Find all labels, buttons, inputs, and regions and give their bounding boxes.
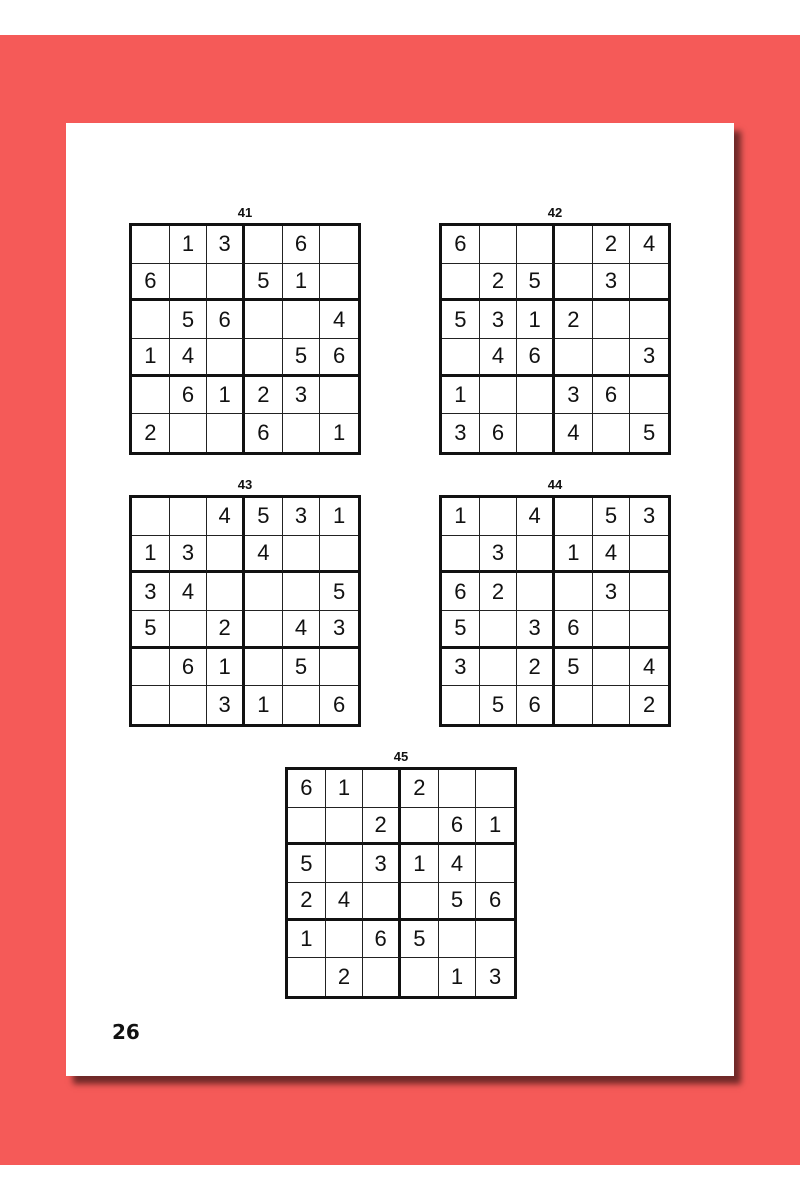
empty-cell[interactable]	[401, 883, 439, 921]
empty-cell[interactable]	[480, 611, 518, 649]
given-digit-cell: 1	[326, 770, 364, 808]
empty-cell[interactable]	[245, 339, 283, 377]
given-digit-cell: 6	[333, 692, 346, 718]
given-digit-cell: 4	[326, 883, 364, 921]
given-digit-cell: 3	[170, 536, 208, 574]
given-digit-cell: 4	[517, 498, 555, 536]
puzzle-number: 44	[547, 477, 563, 492]
given-digit-cell: 6	[207, 301, 245, 339]
empty-cell[interactable]	[207, 414, 245, 452]
given-digit-cell: 5	[401, 921, 439, 959]
given-digit-cell: 1	[442, 498, 480, 536]
given-digit-cell: 3	[593, 573, 631, 611]
empty-cell[interactable]	[245, 226, 283, 264]
given-digit-cell: 1	[476, 808, 514, 846]
given-digit-cell: 6	[442, 226, 480, 264]
given-digit-cell: 3	[320, 611, 358, 649]
sudoku-grid	[285, 767, 517, 999]
given-digit-cell: 3	[442, 414, 480, 452]
empty-cell[interactable]	[283, 686, 321, 724]
empty-cell[interactable]	[442, 686, 480, 724]
given-digit-cell: 1	[439, 958, 477, 996]
given-digit-cell: 1	[401, 845, 439, 883]
given-digit-cell: 3	[517, 611, 555, 649]
given-digit-cell: 5	[245, 498, 283, 536]
empty-cell[interactable]	[170, 414, 208, 452]
empty-cell[interactable]	[132, 226, 170, 264]
given-digit-cell: 3	[489, 964, 502, 990]
empty-cell[interactable]	[245, 649, 283, 687]
empty-cell[interactable]	[555, 573, 593, 611]
given-digit-cell: 4	[593, 536, 631, 574]
empty-cell[interactable]	[245, 301, 283, 339]
given-digit-cell: 2	[517, 649, 555, 687]
empty-cell[interactable]	[630, 536, 668, 574]
empty-cell[interactable]	[593, 686, 631, 724]
given-digit-cell: 4	[320, 301, 358, 339]
given-digit-cell: 5	[480, 686, 518, 724]
empty-cell[interactable]	[517, 414, 555, 452]
given-digit-cell: 2	[643, 692, 656, 718]
empty-cell[interactable]	[132, 649, 170, 687]
given-digit-cell: 5	[442, 611, 480, 649]
empty-cell[interactable]	[630, 301, 668, 339]
empty-cell[interactable]	[132, 301, 170, 339]
sudoku-puzzle	[129, 475, 361, 727]
given-digit-cell: 4	[207, 498, 245, 536]
empty-cell[interactable]	[442, 264, 480, 302]
empty-cell[interactable]	[170, 264, 208, 302]
empty-cell[interactable]	[170, 686, 208, 724]
given-digit-cell: 4	[170, 573, 208, 611]
empty-cell[interactable]	[245, 573, 283, 611]
given-digit-cell: 5	[320, 573, 358, 611]
given-digit-cell: 6	[480, 414, 518, 452]
empty-cell[interactable]	[288, 958, 326, 996]
given-digit-cell: 2	[555, 301, 593, 339]
given-digit-cell: 3	[207, 686, 245, 724]
empty-cell[interactable]	[480, 649, 518, 687]
given-digit-cell: 5	[283, 649, 321, 687]
empty-cell[interactable]	[401, 958, 439, 996]
empty-cell[interactable]	[480, 377, 518, 415]
given-digit-cell: 5	[288, 845, 326, 883]
given-digit-cell: 3	[630, 339, 668, 377]
empty-cell[interactable]	[326, 845, 364, 883]
given-digit-cell: 6	[442, 573, 480, 611]
given-digit-cell: 3	[207, 226, 245, 264]
given-digit-cell: 6	[517, 339, 555, 377]
sudoku-grid	[129, 495, 361, 727]
sudoku-grid	[129, 223, 361, 455]
given-digit-cell: 1	[207, 649, 245, 687]
empty-cell[interactable]	[476, 845, 514, 883]
empty-cell[interactable]	[555, 226, 593, 264]
empty-cell[interactable]	[630, 377, 668, 415]
empty-cell[interactable]	[630, 573, 668, 611]
given-digit-cell: 1	[132, 536, 170, 574]
empty-cell[interactable]	[320, 377, 358, 415]
given-digit-cell: 4	[283, 611, 321, 649]
given-digit-cell: 6	[245, 414, 283, 452]
empty-cell[interactable]	[555, 339, 593, 377]
empty-cell[interactable]	[283, 573, 321, 611]
given-digit-cell: 3	[593, 264, 631, 302]
given-digit-cell: 5	[439, 883, 477, 921]
empty-cell[interactable]	[593, 339, 631, 377]
empty-cell[interactable]	[517, 573, 555, 611]
sudoku-grid	[439, 223, 671, 455]
empty-cell[interactable]	[555, 264, 593, 302]
empty-cell[interactable]	[593, 414, 631, 452]
given-digit-cell: 5	[283, 339, 321, 377]
empty-cell[interactable]	[320, 226, 358, 264]
puzzle-book-page	[66, 123, 734, 1076]
puzzle-number: 41	[237, 205, 253, 220]
given-digit-cell: 6	[170, 649, 208, 687]
given-digit-cell: 6	[288, 770, 326, 808]
given-digit-cell: 3	[132, 573, 170, 611]
given-digit-cell: 6	[363, 921, 401, 959]
empty-cell[interactable]	[170, 611, 208, 649]
given-digit-cell: 1	[442, 377, 480, 415]
empty-cell[interactable]	[517, 226, 555, 264]
empty-cell[interactable]	[170, 498, 208, 536]
given-digit-cell: 6	[283, 226, 321, 264]
given-digit-cell: 5	[555, 649, 593, 687]
given-digit-cell: 2	[401, 770, 439, 808]
puzzle-number: 43	[237, 477, 253, 492]
empty-cell[interactable]	[363, 958, 401, 996]
given-digit-cell: 4	[245, 536, 283, 574]
empty-cell[interactable]	[320, 536, 358, 574]
empty-cell[interactable]	[555, 498, 593, 536]
empty-cell[interactable]	[326, 921, 364, 959]
given-digit-cell: 3	[630, 498, 668, 536]
empty-cell[interactable]	[517, 377, 555, 415]
given-digit-cell: 6	[132, 264, 170, 302]
empty-cell[interactable]	[630, 264, 668, 302]
given-digit-cell: 6	[476, 883, 514, 921]
empty-cell[interactable]	[476, 770, 514, 808]
given-digit-cell: 1	[170, 226, 208, 264]
given-digit-cell: 2	[288, 883, 326, 921]
empty-cell[interactable]	[363, 883, 401, 921]
empty-cell[interactable]	[283, 414, 321, 452]
given-digit-cell: 1	[207, 377, 245, 415]
given-digit-cell: 2	[132, 414, 170, 452]
given-digit-cell: 3	[442, 649, 480, 687]
given-digit-cell: 1	[283, 264, 321, 302]
given-digit-cell: 4	[480, 339, 518, 377]
given-digit-cell: 3	[283, 498, 321, 536]
empty-cell[interactable]	[517, 536, 555, 574]
empty-cell[interactable]	[439, 770, 477, 808]
given-digit-cell: 6	[555, 611, 593, 649]
given-digit-cell: 4	[170, 339, 208, 377]
empty-cell[interactable]	[283, 301, 321, 339]
empty-cell[interactable]	[439, 921, 477, 959]
empty-cell[interactable]	[132, 498, 170, 536]
given-digit-cell: 3	[283, 377, 321, 415]
given-digit-cell: 2	[480, 573, 518, 611]
empty-cell[interactable]	[630, 611, 668, 649]
sudoku-puzzle	[285, 747, 517, 999]
given-digit-cell: 1	[132, 339, 170, 377]
sudoku-puzzle	[439, 203, 671, 455]
empty-cell[interactable]	[207, 536, 245, 574]
empty-cell[interactable]	[132, 686, 170, 724]
empty-cell[interactable]	[326, 808, 364, 846]
given-digit-cell: 4	[555, 414, 593, 452]
empty-cell[interactable]	[401, 808, 439, 846]
given-digit-cell: 3	[480, 301, 518, 339]
given-digit-cell: 1	[333, 420, 346, 446]
empty-cell[interactable]	[480, 498, 518, 536]
given-digit-cell: 2	[593, 226, 631, 264]
empty-cell[interactable]	[593, 611, 631, 649]
empty-cell[interactable]	[320, 264, 358, 302]
given-digit-cell: 2	[245, 377, 283, 415]
empty-cell[interactable]	[480, 226, 518, 264]
given-digit-cell: 5	[643, 420, 656, 446]
given-digit-cell: 6	[170, 377, 208, 415]
empty-cell[interactable]	[476, 921, 514, 959]
empty-cell[interactable]	[283, 536, 321, 574]
sudoku-grid	[439, 495, 671, 727]
given-digit-cell: 1	[245, 686, 283, 724]
given-digit-cell: 2	[326, 958, 364, 996]
given-digit-cell: 5	[442, 301, 480, 339]
empty-cell[interactable]	[207, 264, 245, 302]
page-number: 26	[112, 1020, 140, 1044]
empty-cell[interactable]	[442, 536, 480, 574]
empty-cell[interactable]	[245, 611, 283, 649]
given-digit-cell: 5	[170, 301, 208, 339]
given-digit-cell: 1	[555, 536, 593, 574]
empty-cell[interactable]	[207, 339, 245, 377]
sudoku-puzzle	[439, 475, 671, 727]
empty-cell[interactable]	[207, 573, 245, 611]
empty-cell[interactable]	[593, 649, 631, 687]
given-digit-cell: 6	[593, 377, 631, 415]
given-digit-cell: 6	[517, 686, 555, 724]
given-digit-cell: 6	[320, 339, 358, 377]
puzzle-number: 45	[393, 749, 409, 764]
given-digit-cell: 2	[207, 611, 245, 649]
given-digit-cell: 5	[245, 264, 283, 302]
given-digit-cell: 4	[439, 845, 477, 883]
given-digit-cell: 2	[480, 264, 518, 302]
empty-cell[interactable]	[442, 339, 480, 377]
empty-cell[interactable]	[132, 377, 170, 415]
given-digit-cell: 6	[439, 808, 477, 846]
given-digit-cell: 5	[593, 498, 631, 536]
empty-cell[interactable]	[593, 301, 631, 339]
empty-cell[interactable]	[288, 808, 326, 846]
given-digit-cell: 1	[517, 301, 555, 339]
given-digit-cell: 5	[517, 264, 555, 302]
given-digit-cell: 1	[288, 921, 326, 959]
given-digit-cell: 3	[363, 845, 401, 883]
given-digit-cell: 4	[630, 226, 668, 264]
empty-cell[interactable]	[555, 686, 593, 724]
given-digit-cell: 4	[630, 649, 668, 687]
given-digit-cell: 3	[480, 536, 518, 574]
given-digit-cell: 5	[132, 611, 170, 649]
puzzle-number: 42	[547, 205, 563, 220]
empty-cell[interactable]	[363, 770, 401, 808]
given-digit-cell: 3	[555, 377, 593, 415]
empty-cell[interactable]	[320, 649, 358, 687]
sudoku-puzzle	[129, 203, 361, 455]
given-digit-cell: 2	[363, 808, 401, 846]
given-digit-cell: 1	[320, 498, 358, 536]
